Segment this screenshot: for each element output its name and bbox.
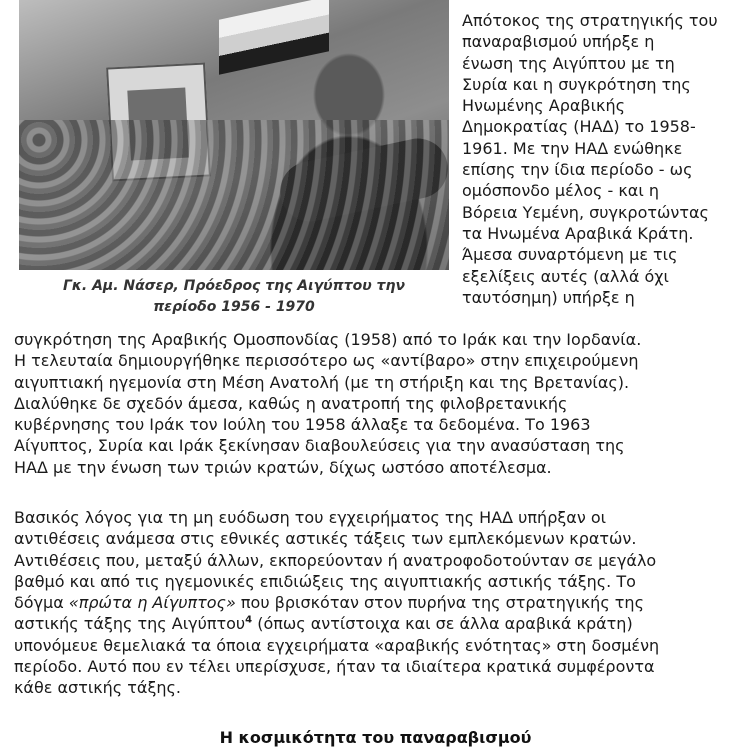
side-paragraph: Απότοκος της στρατηγικής του παναραβισμού υπήρξε η ένωση της Αιγύπτου με τη Συρία και η συγκρότηση της Ηνωμένης Αραβικής Δημοκρατίας (ΗΑΔ) το 1958- 1961. Με την ΗΑΔ ενώθηκε επίσης την ίδια περίοδο - ως ομόσπονδο μέλος - και η Βόρεια Υεμένη, συγκροτώντας τα Ηνωμένα Αραβικά Κράτη. Άμεσα συναρτόμενη με τις εξελίξεις αυτές (αλλά όχι ταυτόσημη) υπήρξε η — [462, 11, 718, 307]
paragraph-2-part-3: (όπως αντίστοιχα και σε άλλα αραβικά κράτη) υπονόμευε θεμελιακά τα όποια εγχειρήματα «αραβικής ενότητας» στη δοσμένη περίοδο. Αυτό που εν τέλει υπερίσχυσε, ήταν τα ιδιαίτερα κρατικά συμφέροντα κάθε αστικής τάξης. — [14, 614, 660, 698]
paragraph-1: συγκρότηση της Αραβικής Ομοσπονδίας (1958) από το Ιράκ και την Ιορδανία. Η τελευταία δημιουργήθηκε περισσότερο ως «αντίβαρο» στην επιχειρούμενη αιγυπτιακή ηγεμονία στη Μέση Ανατολή (με τη στήριξη και της Βρετανίας). Διαλύθηκε δε σχεδόν άμεσα, καθώς η ανατροπή της φιλοβρετανικής κυβέρνησης του Ιράκ τον Ιούλη του 1958 άλλαξε τα δεδομένα. Το 1963 Αίγυπτος, Συρία και Ιράκ ξεκίνησαν διαβουλεύσεις για την ανασύσταση της ΗΑΔ με την ένωση των τριών κρατών, δίχως ωστόσο αποτέλεσμα. — [14, 330, 642, 477]
paragraph-2 — [14, 507, 744, 699]
caption-line-2: περίοδο 1956 - 1970 — [153, 299, 315, 315]
figure — [14, 0, 454, 318]
paragraph-2-part-2: που βρισκόταν στον πυρήνα της στρατηγικής της αστικής τάξης της Αιγύπτου — [14, 593, 644, 634]
caption-line-1: Γκ. Αμ. Νάσερ, Πρόεδρος της Αιγύπτου την — [63, 278, 405, 294]
section-heading: Η κοσμικότητα του παναραβισμού — [219, 728, 532, 747]
paragraph-2-part-1: Βασικός λόγος για τη μη ευόδωση του εγχειρήματος της ΗΑΔ υπήρξαν οι αντιθέσεις ανάμεσα στις εθνικές αστικές τάξεις των εμπλεκόμενων κρατών. Αντιθέσεις που, μεταξύ άλλων, εκπορεύονταν ή ανατροφοδοτούνταν σε μεγάλο βαθμό και από τις ηγεμονικές επιδιώξεις της αιγυπτιακής αστικής τάξης. Το δόγμα — [14, 508, 657, 613]
footnote-ref[interactable]: 4 — [245, 615, 253, 627]
paragraph-2-italic: «πρώτα η Αίγυπτος» — [68, 593, 236, 613]
figure-caption — [14, 276, 454, 318]
nasser-photo — [19, 0, 449, 270]
crowd — [19, 120, 449, 270]
flag-image-part — [219, 0, 329, 75]
